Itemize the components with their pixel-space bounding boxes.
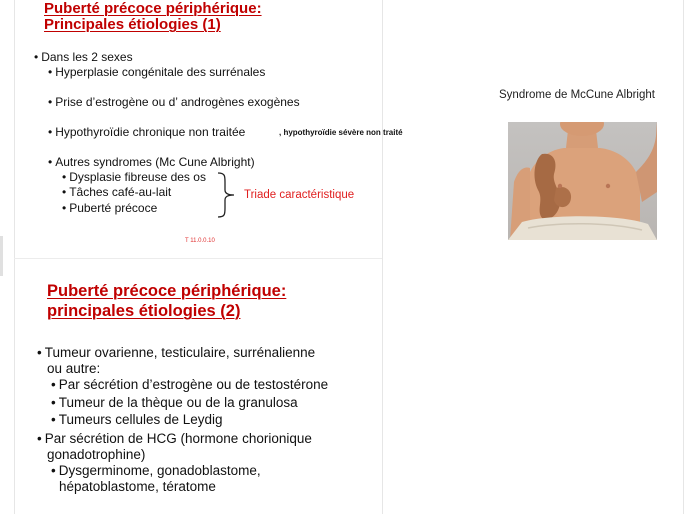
bullet-hypothyroidism: • Hypothyroïdie chronique non traitée (48, 125, 245, 139)
hypothyroidism-note: , hypothyroïdie sévère non traité (279, 128, 403, 137)
slide-1-title-line-1: Puberté précoce périphérique: (44, 0, 262, 17)
sub-bullet-fibrous-dysplasia: • Dysplasie fibreuse des os (62, 170, 206, 184)
bullet-other-syndromes: • Autres syndromes (Mc Cune Albright) (48, 155, 255, 169)
sub-bullet-theca-granulosa: • Tumeur de la thèque ou de la granulosa (51, 395, 298, 411)
reference-code: T 11.0.0.10 (185, 238, 215, 244)
bullet-exogenous-hormones: • Prise d’estrogène ou d’ androgènes exogènes (48, 95, 300, 109)
bullet-tumor: • Tumeur ovarienne, testiculaire, surrénalienne (37, 345, 315, 361)
slide-border-right (382, 0, 383, 514)
slide-1-title-line-2: Principales étiologies (1) (44, 16, 221, 33)
bullet-tumor-continuation: ou autre: (47, 361, 101, 376)
bullet-hyperplasia: • Hyperplasie congénitale des surrénales (48, 65, 265, 79)
figure-caption: Syndrome de McCune Albright (499, 89, 655, 101)
bullet-hcg: • Par sécrétion de HCG (hormone chorionique (37, 431, 312, 447)
sub-bullet-cafe-au-lait: • Tâches café-au-lait (62, 185, 171, 199)
right-brace-icon (214, 172, 238, 218)
sub-bullet-leydig: • Tumeurs cellules de Leydig (51, 412, 223, 428)
left-edge-marker (0, 236, 3, 276)
sub-bullet-germ-cell-tumors: • Dysgerminome, gonadoblastome, (51, 463, 261, 479)
sub-bullet-precocious-puberty: • Puberté précoce (62, 201, 157, 215)
slide-2-title-line-1: Puberté précoce périphérique: (47, 282, 287, 300)
triad-label: Triade caractéristique (244, 189, 355, 201)
slide-separator (14, 258, 382, 259)
page-border-right (683, 0, 684, 514)
sub-bullet-germ-cell-tumors-continuation: hépatoblastome, tératome (59, 479, 216, 494)
slide-border-left (14, 0, 15, 514)
sub-bullet-hormone-secretion: • Par sécrétion d’estrogène ou de testostérone (51, 377, 328, 393)
patient-photo (508, 122, 657, 240)
slide-2-title-line-2: principales étiologies (2) (47, 302, 241, 320)
bullet-hcg-continuation: gonadotrophine) (47, 447, 146, 462)
bullet-both-sexes: • Dans les 2 sexes (34, 50, 133, 64)
